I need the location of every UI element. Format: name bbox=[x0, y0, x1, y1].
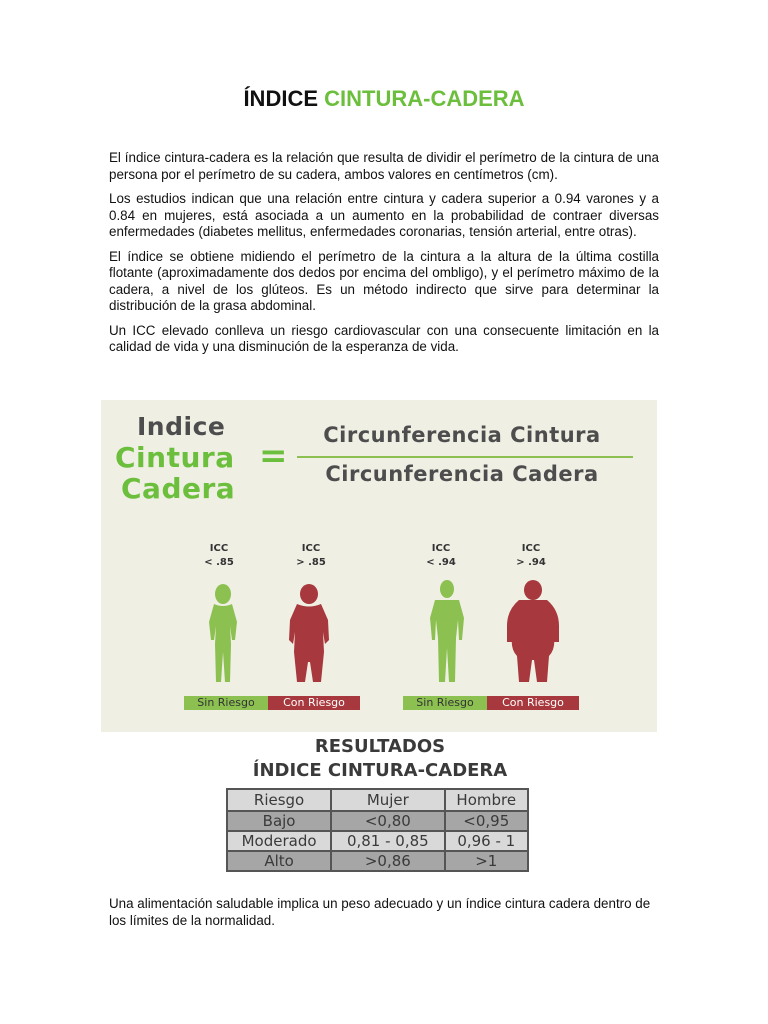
risk-badge-3: Sin Riesgo bbox=[403, 696, 487, 710]
icc-label-1: ICC < .85 bbox=[204, 543, 234, 568]
footer-text: Una alimentación saludable implica un peso adecuado y un índice cintura cadera dentro de los límites de la normalidad. bbox=[109, 896, 651, 928]
title-part2: CINTURA-CADERA bbox=[324, 86, 525, 111]
label-cintura: Cintura bbox=[115, 441, 235, 474]
table-row bbox=[227, 811, 528, 831]
icc-label-3: ICC < .94 bbox=[426, 543, 456, 568]
cell: <0,95 bbox=[445, 811, 528, 831]
cell: >0,86 bbox=[331, 851, 444, 871]
cell: 0,81 - 0,85 bbox=[331, 831, 444, 851]
cell: Bajo bbox=[227, 811, 331, 831]
title-part1: ÍNDICE bbox=[243, 86, 318, 111]
results-title-line2: ÍNDICE CINTURA-CADERA bbox=[252, 760, 508, 781]
cell: Moderado bbox=[227, 831, 331, 851]
man-overweight-icon bbox=[505, 578, 561, 686]
paragraph: El índice se obtiene midiendo el perímetro de la cintura a la altura de la última costilla flotante (aproximadamente dos dedos por encima del ombligo), y el perímetro máximo de la cadera, a nivel de los glúteos. Es un método indirecto que sirve para determinar la distribución de la grasa abdominal. bbox=[109, 248, 659, 313]
risk-badge-1: Sin Riesgo bbox=[184, 696, 268, 710]
equals-sign: = bbox=[259, 436, 288, 476]
risk-badge-4: Con Riesgo bbox=[487, 696, 579, 710]
table-header-row bbox=[227, 789, 528, 811]
label-indice: Indice bbox=[137, 412, 226, 441]
woman-overweight-icon bbox=[287, 582, 331, 686]
header-riesgo: Riesgo bbox=[227, 789, 331, 811]
label-cadera: Cadera bbox=[121, 472, 236, 505]
results-table bbox=[226, 788, 529, 872]
denominator-label: Circunferencia Cadera bbox=[325, 462, 599, 486]
header-hombre: Hombre bbox=[445, 789, 528, 811]
paragraph: Los estudios indican que una relación entre cintura y cadera superior a 0.94 varones y a 0.84 en mujeres, está asociada a un aumento en la probabilidad de contraer diversas enfermedades (diabetes mellitus, enfermedades coronarias, tensión arterial, entre otras). bbox=[109, 191, 659, 239]
body-text bbox=[109, 150, 659, 364]
table-row bbox=[227, 831, 528, 851]
cell: Alto bbox=[227, 851, 331, 871]
paragraph: El índice cintura-cadera es la relación que resulta de dividir el perímetro de la cintura de una persona por el perímetro de su cadera, ambos valores en centímetros (cm). bbox=[109, 150, 659, 182]
cell: 0,96 - 1 bbox=[445, 831, 528, 851]
icc-infographic bbox=[101, 400, 657, 732]
results-title-line1: RESULTADOS bbox=[314, 736, 446, 757]
header-mujer: Mujer bbox=[331, 789, 444, 811]
paragraph: Un ICC elevado conlleva un riesgo cardiovascular con una consecuente limitación en la calidad de vida y una disminución de la esperanza de vida. bbox=[109, 322, 659, 354]
table-row bbox=[227, 851, 528, 871]
cell: <0,80 bbox=[331, 811, 444, 831]
cell: >1 bbox=[445, 851, 528, 871]
risk-badge-2: Con Riesgo bbox=[268, 696, 360, 710]
page-title bbox=[0, 86, 768, 112]
numerator-label: Circunferencia Cintura bbox=[323, 423, 601, 447]
fraction-line bbox=[297, 456, 633, 458]
icc-label-4: ICC > .94 bbox=[516, 543, 546, 568]
icc-label-2: ICC > .85 bbox=[296, 543, 326, 568]
man-slim-icon bbox=[425, 578, 469, 686]
woman-slim-icon bbox=[201, 582, 245, 686]
